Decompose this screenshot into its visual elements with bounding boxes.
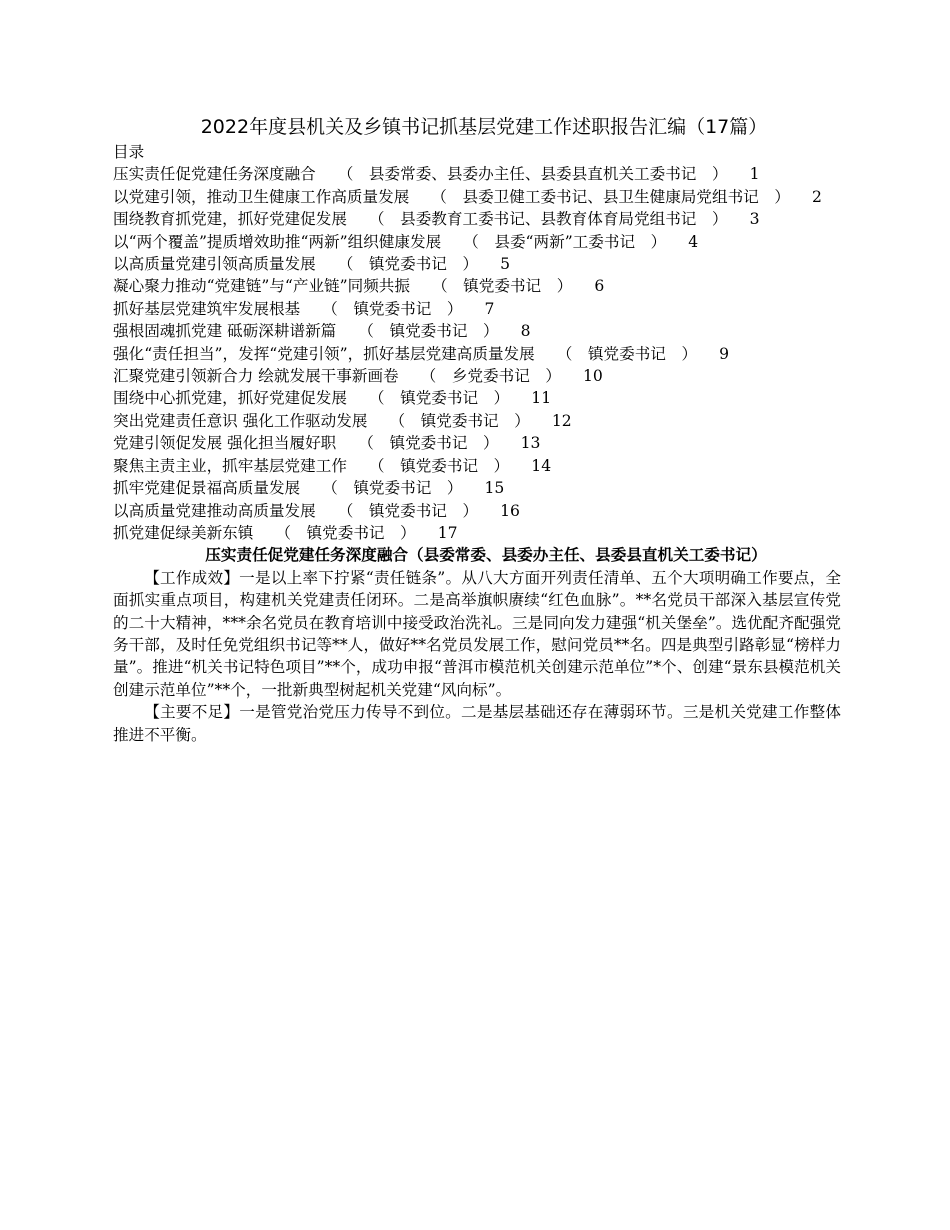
toc-entry-role: （ 镇党委书记 ） <box>275 523 416 542</box>
toc-entry-role: （ 镇党委书记 ） <box>337 501 479 520</box>
toc-entry-role: （ 镇党委书记 ） <box>358 434 499 453</box>
toc-entry-role: （ 乡党委书记 ） <box>420 367 562 386</box>
toc-entry-page: 14 <box>531 456 552 475</box>
toc-entry[interactable] <box>113 432 841 454</box>
toc-entry[interactable] <box>113 410 841 432</box>
toc-entry-role: （ 镇党委书记 ） <box>322 299 463 318</box>
toc-entry-role: （ 镇党委书记 ） <box>368 456 510 475</box>
toc-entry-role: （ 镇党委书记 ） <box>368 389 510 408</box>
toc-entry-title: 抓党建促绿美新东镇 <box>113 523 254 542</box>
toc-entry[interactable] <box>113 208 841 230</box>
toc-entry-page: 10 <box>583 367 603 386</box>
toc-entry-page: 16 <box>500 501 520 520</box>
toc-entry-role: （ 镇党委书记 ） <box>358 322 499 341</box>
toc-entry-role: （ 县委“两新”工委书记 ） <box>463 232 667 251</box>
toc-entry[interactable] <box>113 186 841 208</box>
toc-entry-page: 6 <box>594 277 605 296</box>
toc-entry-title: 压实责任促党建任务深度融合 <box>113 165 316 184</box>
toc-entry-title: 聚焦主责主业，抓牢基层党建工作 <box>113 456 347 475</box>
toc-entry-role: （ 县委卫健工委书记、县卫生健康局党组书记 ） <box>431 187 790 206</box>
toc-entry-role: （ 镇党委书记 ） <box>337 255 479 274</box>
toc-entry-title: 围绕中心抓党建，抓好党建促发展 <box>113 389 347 408</box>
toc-entry[interactable] <box>113 365 841 387</box>
paragraph-achievements: 【工作成效】一是以上率下拧紧“责任链条”。从八大方面开列责任清单、五个大项明确工作要点，全面抓实重点项目，构建机关党建责任闭环。二是高举旗帜赓续“红色血脉”。**名党员干部深入基层宣传党的二十大精神，***余名党员在教育培训中接受政治洗礼。三是同向发力建强“机关堡垒”。选优配齐配强党务干部，及时任免党组织书记等**人，做好**名党员发展工作，慰问党员**名。四是典型引路彰显“榜样力量”。推进“机关书记特色项目”**个，成功申报“普洱市模范机关创建示范单位”*个、创建“景东县模范机关创建示范单位”**个，一批新典型树起机关党建“风向标”。 <box>113 568 841 699</box>
toc-entry-title: 抓牢党建促景福高质量发展 <box>113 479 301 498</box>
toc-entry-title: 抓好基层党建筑牢发展根基 <box>113 299 301 318</box>
toc-entry-page: 9 <box>719 344 730 363</box>
toc-entry[interactable] <box>113 522 841 544</box>
toc-entry-page: 5 <box>500 255 511 274</box>
toc-entry[interactable] <box>113 320 841 342</box>
toc-entry-title: 以高质量党建推动高质量发展 <box>113 501 316 520</box>
toc-entry-title: 以“两个覆盖”提质增效助推“两新”组织健康发展 <box>113 232 442 251</box>
toc-entry-role: （ 县委教育工委书记、县教育体育局党组书记 ） <box>368 210 728 229</box>
toc-entry-role: （ 镇党委书记 ） <box>322 479 463 498</box>
toc-entry-page: 17 <box>437 523 458 542</box>
toc-entry-role: （ 镇党委书记 ） <box>556 344 698 363</box>
toc-entry[interactable] <box>113 477 841 499</box>
table-of-contents <box>113 163 841 544</box>
toc-entry-page: 4 <box>688 232 699 251</box>
toc-entry[interactable] <box>113 231 841 253</box>
toc-entry-page: 1 <box>749 165 760 184</box>
toc-entry-role: （ 镇党委书记 ） <box>431 277 573 296</box>
toc-entry-page: 12 <box>551 411 572 430</box>
toc-entry-title: 强化“责任担当”，发挥“党建引领”，抓好基层党建高质量发展 <box>113 344 535 363</box>
toc-entry-title: 强根固魂抓党建 砥砺深耕谱新篇 <box>113 322 337 341</box>
toc-entry-page: 15 <box>484 479 505 498</box>
toc-entry-title: 以党建引领，推动卫生健康工作高质量发展 <box>113 187 410 206</box>
toc-entry-role: （ 镇党委书记 ） <box>389 411 530 430</box>
toc-entry[interactable] <box>113 253 841 275</box>
toc-entry[interactable] <box>113 455 841 477</box>
toc-entry[interactable] <box>113 387 841 409</box>
toc-heading: 目录 <box>113 143 145 161</box>
toc-entry-page: 13 <box>520 434 541 453</box>
toc-entry-title: 党建引领促发展 强化担当履好职 <box>113 434 337 453</box>
toc-entry[interactable] <box>113 343 841 365</box>
toc-entry-title: 汇聚党建引领新合力 绘就发展干事新画卷 <box>113 367 399 386</box>
toc-entry-page: 2 <box>811 187 822 206</box>
toc-entry-role: （ 县委常委、县委办主任、县委县直机关工委书记 ） <box>337 165 728 184</box>
toc-entry-title: 以高质量党建引领高质量发展 <box>113 255 316 274</box>
toc-entry[interactable] <box>113 298 841 320</box>
section-title: 压实责任促党建任务深度融合（县委常委、县委办主任、县委县直机关工委书记） <box>205 545 767 565</box>
toc-entry-page: 3 <box>749 210 760 229</box>
document-title: 2022年度县机关及乡镇书记抓基层党建工作述职报告汇编（17篇） <box>200 116 768 138</box>
toc-entry-page: 11 <box>531 389 552 408</box>
document-page <box>113 113 841 746</box>
toc-entry[interactable] <box>113 275 841 297</box>
toc-entry[interactable] <box>113 163 841 185</box>
toc-entry-title: 凝心聚力推动“党建链”与“产业链”同频共振 <box>113 277 410 296</box>
toc-entry-page: 8 <box>520 322 531 341</box>
toc-entry[interactable] <box>113 500 841 522</box>
toc-entry-page: 7 <box>484 299 495 318</box>
paragraph-shortcomings: 【主要不足】一是管党治党压力传导不到位。二是基层基础还存在薄弱环节。三是机关党建工作整体推进不平衡。 <box>113 703 841 744</box>
toc-entry-title: 围绕教育抓党建，抓好党建促发展 <box>113 210 347 229</box>
toc-entry-title: 突出党建责任意识 强化工作驱动发展 <box>113 411 368 430</box>
